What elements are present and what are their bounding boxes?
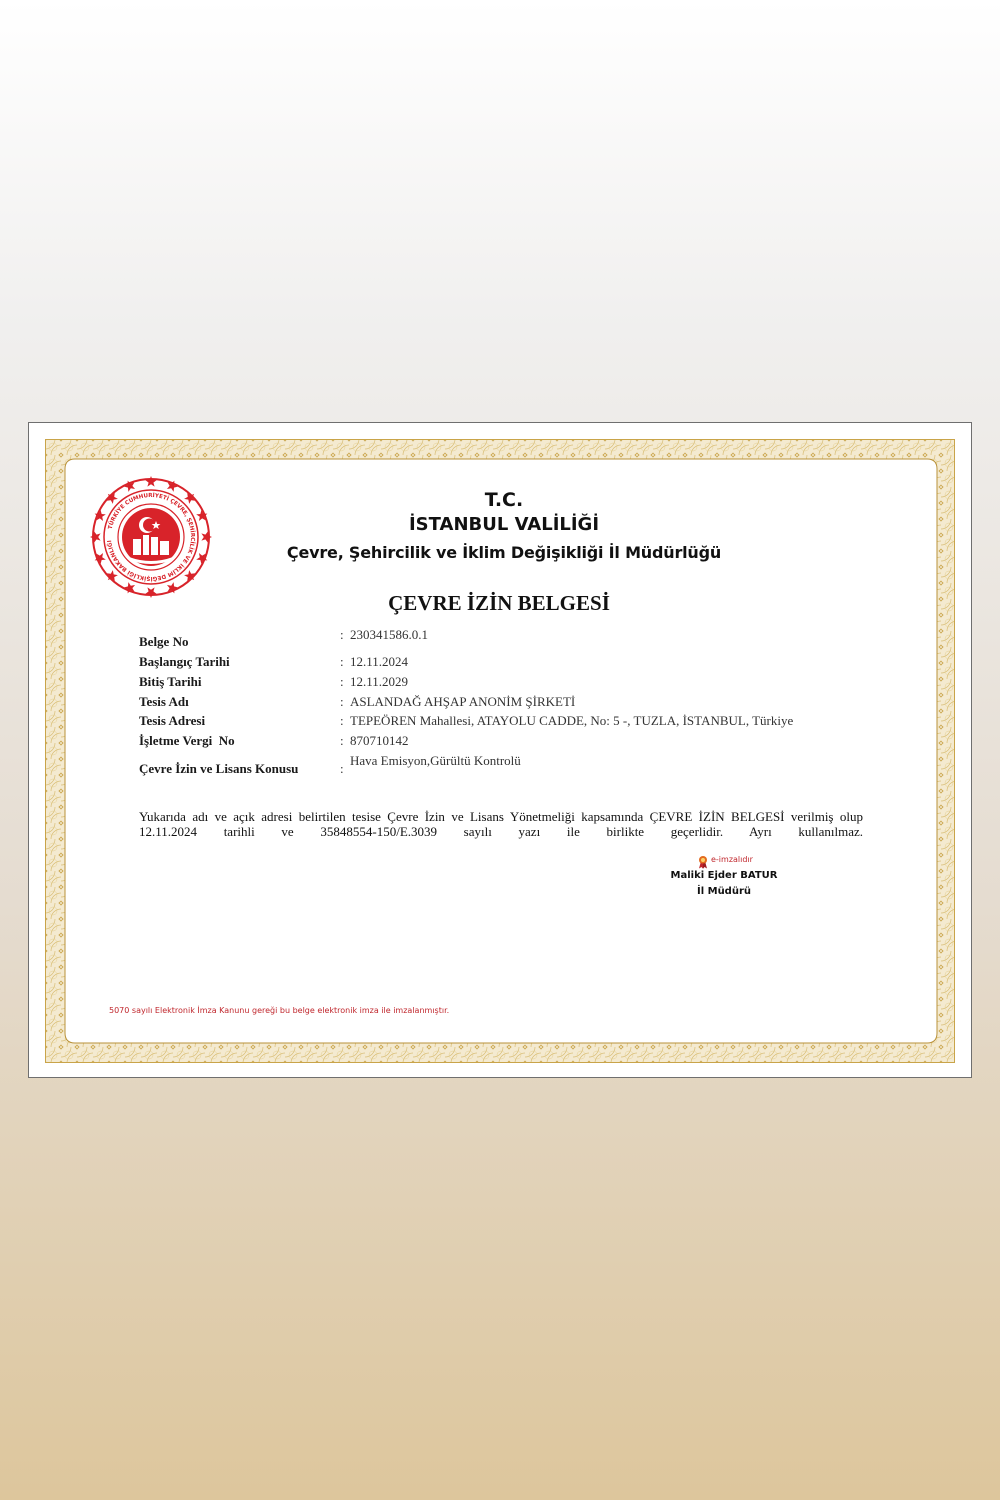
statement-line-1: Yukarıda adı ve açık adresi belirtilen tesise Çevre İzin ve Lisans Yönetmeliği kapsamında ÇEVRE İZİN BELGESİ verilmiş olup [139,809,863,824]
field-value: 230341586.0.1 [350,627,428,642]
field-colon: : [340,733,344,748]
field-label: Belge No [139,634,189,649]
field-colon: : [340,654,344,669]
header-mudurluk: Çevre, Şehircilik ve İklim Değişikliği İl Müdürlüğü [286,543,722,562]
e-signature-law-note: 5070 sayılı Elektronik İmza Kanunu gereği bu belge elektronik imza ile imzalanmıştır. [109,1006,450,1015]
field-value: 12.11.2024 [350,654,409,669]
signer-name: Maliki Ejder BATUR [670,870,778,881]
field-colon: : [340,761,344,776]
field-label: Çevre İzin ve Lisans Konusu [139,761,299,776]
field-value: 870710142 [350,733,409,748]
field-label: İşletme Vergi No [139,733,235,748]
field-label: Bitiş Tarihi [139,674,202,689]
header-tc: T.C. [484,489,524,511]
e-signature-label: e-imzalıdır [711,855,753,864]
field-colon: : [340,627,344,642]
field-value: ASLANDAĞ AHŞAP ANONİM ŞİRKETİ [350,694,576,709]
document-title: ÇEVRE İZİN BELGESİ [388,591,610,615]
field-label: Başlangıç Tarihi [139,654,230,669]
field-value: Hava Emisyon,Gürültü Kontrolü [350,753,521,768]
field-colon: : [340,694,344,709]
field-label: Tesis Adresi [139,713,206,728]
field-label: Tesis Adı [139,694,189,709]
field-value: 12.11.2029 [350,674,409,689]
field-colon: : [340,674,344,689]
field-colon: : [340,713,344,728]
signer-title: İl Müdürü [696,886,752,897]
svg-text:TÜRKİYE CUMHURİYETİ ÇEVRE, ŞEH: TÜRKİYE CUMHURİYETİ ÇEVRE, ŞEHİRCİLİK VE İKLİM DEĞİŞİKLİĞİ BAKANLIĞI [107,492,196,582]
statement-line-2: 12.11.2024 tarihli ve 35848554-150/E.3039 sayılı yazı ile birlikte geçerlidir. Ayrı kullanılmaz. [139,824,863,839]
field-value: TEPEÖREN Mahallesi, ATAYOLU CADDE, No: 5 -, TUZLA, İSTANBUL, Türkiye [350,713,794,728]
certificate-document [28,422,972,1078]
header-valilik: İSTANBUL VALİLİĞİ [408,514,600,535]
validity-statement [139,809,863,839]
